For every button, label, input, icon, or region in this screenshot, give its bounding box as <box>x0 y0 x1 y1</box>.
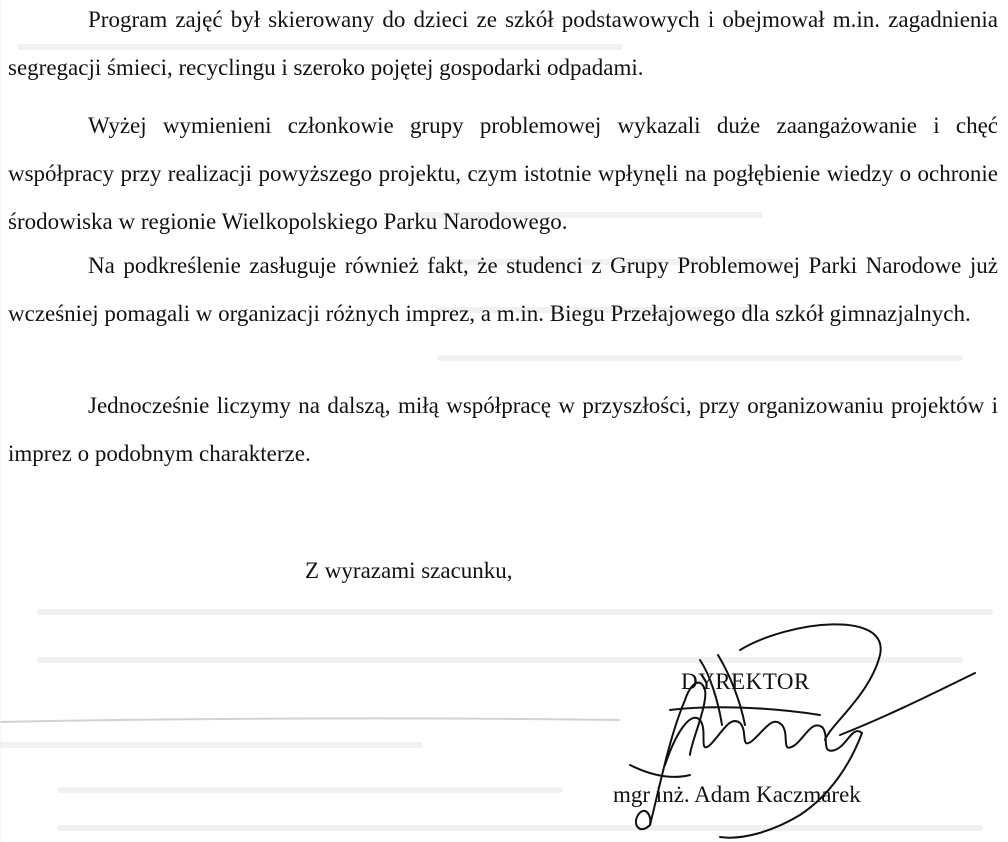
signatory-title: DYREKTOR <box>681 669 810 694</box>
paragraph-cooperation: Jednocześnie liczymy na dalszą, miłą współpracę w przyszłości, przy organizowaniu projektów i imprez o podobnym charakterze. <box>8 393 998 466</box>
signatory-name: mgr inż. Adam Kaczmarek <box>613 782 861 807</box>
paragraph-students: Na podkreślenie zasługuje również fakt, że studenci z Grupy Problemowej Parki Narodowe już wcześniej pomagali w organizacji różnych imprez, a m.in. Biegu Przełajowego dla szkół gimnazjalnych. <box>8 253 998 326</box>
paragraph-program: Program zajęć był skierowany do dzieci ze szkół podstawowych i obejmował m.in. zagadnienia segregacji śmieci, recyclingu i szeroko pojętej gospodarki odpadami. <box>8 7 998 80</box>
paragraph-members: Wyżej wymienieni członkowie grupy problemowej wykazali duże zaangażowanie i chęć współpracy przy realizacji powyższego projektu, czym istotnie wpłynęli na pogłębienie wiedzy o ochronie środowiska w regionie Wielkopolskiego Parku Narodowego. <box>8 113 998 234</box>
closing-salutation: Z wyrazami szacunku, <box>305 558 513 583</box>
